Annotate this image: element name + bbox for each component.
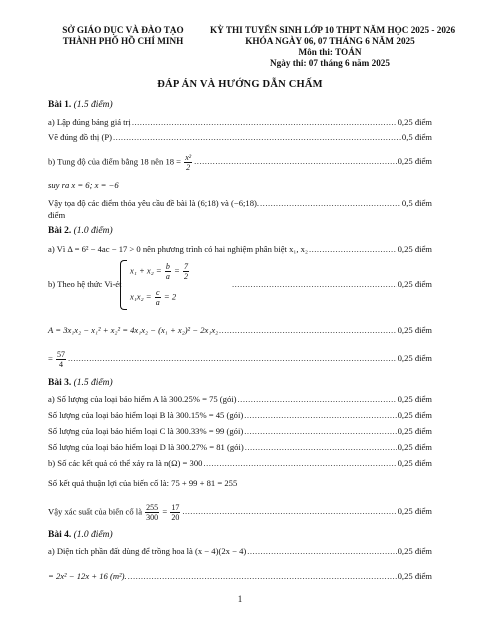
- bai3-prob-fraction: [145, 503, 159, 522]
- score-label: 0,25 điểm: [397, 156, 432, 167]
- score-label: 0,25 điểm: [397, 410, 432, 420]
- bai3-b1-row: [48, 410, 432, 421]
- fraction-numerator: 7: [183, 262, 188, 271]
- sys1-fraction-2: [183, 262, 189, 281]
- bai3-a-row: [48, 394, 432, 405]
- dot-leader: [232, 279, 397, 290]
- fraction-numerator: x²: [185, 153, 192, 162]
- bai3-c1-row: [48, 426, 432, 437]
- bai2-result-row: [48, 350, 432, 369]
- sys1-text: x₁ + x₂ =: [130, 265, 162, 276]
- sys2-text: x₁x₂ =: [130, 291, 152, 302]
- bai1-draw-row: [48, 132, 432, 143]
- bai3-b1-text: Số lượng của loại bảo hiểm loại B là 300.15% = 45 (gói): [48, 410, 244, 420]
- score-label: 0,25 điểm: [397, 117, 432, 127]
- fraction-numerator: b: [165, 262, 170, 271]
- fraction-denominator: a: [165, 272, 170, 281]
- sys2-eq: = 2: [163, 291, 177, 302]
- score-label: 0,25 điểm: [397, 442, 432, 452]
- bai3-prob-text: Vậy xác suất của biến cố là: [48, 506, 143, 517]
- bai2-heading-label: Bài 2.: [48, 226, 72, 236]
- score-label: 0,25 điểm: [397, 394, 432, 404]
- sys1-fraction: [165, 262, 171, 281]
- bai4-a2-row: [48, 571, 432, 582]
- header-right-line-1: KỲ THI TUYỂN SINH LỚP 10 THPT NĂM HỌC 2025 - 2026: [210, 25, 456, 35]
- bai1-heading-label: Bài 1.: [48, 100, 72, 110]
- bai3-b-row: [48, 458, 432, 469]
- dot-leader: [68, 353, 397, 364]
- bai1-draw-text: Vẽ đúng đồ thị (P): [48, 132, 112, 142]
- bai3-points: (1.5 điểm): [73, 378, 113, 388]
- fraction-denominator: 300: [146, 513, 159, 522]
- dot-leader: [244, 426, 396, 437]
- fraction-denominator: 2: [183, 272, 188, 281]
- bai4-heading: [48, 530, 113, 540]
- bai4-a2-text: = 2x² − 12x + 16 (m²).: [48, 571, 127, 581]
- bai3-prob-row: [48, 503, 432, 522]
- dot-leader: [132, 117, 397, 128]
- header-left: [48, 25, 198, 47]
- dot-leader: [113, 132, 401, 143]
- bai1-a-text: a) Lập đúng bảng giá trị: [48, 117, 131, 127]
- bai2-b-row: [48, 279, 432, 290]
- bai2-sys-line-1: [130, 262, 190, 281]
- sys2-fraction: [155, 288, 161, 307]
- score-label: 0,25 điểm: [397, 571, 432, 581]
- score-label: 0,25 điểm: [397, 506, 432, 517]
- bai1-suy-text: suy ra x = 6; x = −6: [48, 180, 119, 190]
- score-label: 0,5 điểm: [401, 198, 432, 208]
- fraction-denominator: 2: [186, 163, 191, 172]
- page-number: 1: [237, 594, 243, 604]
- bai2-A-text: A = 3x₁x₂ − x₁² + x₂² = 4x₁x₂ − (x₁ + x₂)² − 2x₁x₂: [48, 325, 219, 335]
- bai2-points: (1.0 điểm): [73, 226, 113, 236]
- bai1-vay-row: [48, 198, 432, 209]
- bai2-result-eq: =: [48, 353, 53, 364]
- score-label: 0,25 điểm: [397, 279, 432, 289]
- fraction-numerator: c: [155, 288, 160, 297]
- bai1-b-fraction: [184, 153, 192, 172]
- header-right: [210, 25, 456, 69]
- dot-leader: [244, 410, 396, 421]
- bai1-points: (1.5 điểm): [73, 100, 113, 110]
- bai1-b-row: [48, 153, 432, 172]
- bai3-a-text: a) Số lượng của loại bảo hiểm A là 300.25% = 75 (gói): [48, 394, 237, 404]
- bai3-fav-text: Số kết quả thuận lợi của biến cố là: 75 + 99 + 81 = 255: [48, 478, 238, 488]
- dot-leader: [245, 442, 397, 453]
- fraction-numerator: 17: [171, 503, 180, 512]
- bai3-prob-eq: =: [162, 506, 168, 517]
- bai3-heading-label: Bài 3.: [48, 378, 72, 388]
- document-title: ĐÁP ÁN VÀ HƯỚNG DẪN CHẤM: [157, 79, 323, 90]
- header-left-line-2: THÀNH PHỐ HỒ CHÍ MINH: [62, 36, 184, 46]
- dot-leader: [182, 506, 396, 517]
- dot-leader: [238, 394, 397, 405]
- dot-leader: [309, 244, 397, 255]
- bai4-points: (1.0 điểm): [73, 530, 113, 540]
- bai3-c1-text: Số lượng của loại bảo hiểm loại C là 300.33% = 99 (gói): [48, 426, 244, 436]
- bai3-prob-fraction-2: [170, 503, 180, 522]
- bai2-sys-line-2: [130, 288, 176, 307]
- bai1-heading: [48, 100, 113, 110]
- sys1-eq: =: [173, 265, 180, 276]
- score-label: 0,25 điểm: [397, 325, 432, 335]
- dot-leader: [247, 546, 396, 557]
- dot-leader: [128, 571, 397, 582]
- fraction-numerator: 255: [146, 503, 159, 512]
- bai2-result-fraction: [56, 350, 66, 369]
- dot-leader: [219, 325, 396, 336]
- bai1-vay-tail: điểm: [48, 210, 66, 220]
- bai2-b-text: b) Theo hệ thức Vi-ét: [48, 279, 122, 289]
- fraction-denominator: 4: [59, 360, 64, 369]
- bai4-a-row: [48, 546, 432, 557]
- bai2-A-row: [48, 325, 432, 336]
- bai4-heading-label: Bài 4.: [48, 530, 72, 540]
- bai1-b-text: b) Tung độ của điểm bằng 18 nên 18 =: [48, 156, 182, 167]
- bai4-a-text: a) Diện tích phần đất dùng để trồng hoa là (x − 4)(2x − 4): [48, 546, 247, 556]
- bai2-heading: [48, 226, 113, 236]
- bai3-d1-row: [48, 442, 432, 453]
- score-label: 0,5 điểm: [401, 132, 432, 142]
- score-label: 0,25 điểm: [397, 546, 432, 556]
- score-label: 0,25 điểm: [397, 458, 432, 468]
- bai3-heading: [48, 378, 113, 388]
- header-right-line-2: KHÓA NGÀY 06, 07 THÁNG 6 NĂM 2025: [245, 36, 415, 46]
- score-label: 0,25 điểm: [397, 353, 432, 364]
- bai1-a-row: [48, 117, 432, 128]
- dot-leader: [260, 198, 401, 209]
- system-brace: [120, 260, 127, 310]
- bai2-a-text: a) Vì Δ = 6² − 4ac − 17 > 0 nên phương trình có hai nghiệm phân biệt x₁, x₂: [48, 244, 308, 254]
- bai1-vay-text: Vậy tọa độ các điểm thỏa yêu cầu đề bài là (6;18) và (−6;18).: [48, 198, 260, 208]
- dot-leader: [203, 458, 396, 469]
- score-label: 0,25 điểm: [397, 244, 432, 254]
- score-label: 0,25 điểm: [397, 426, 432, 436]
- fraction-numerator: 57: [57, 350, 66, 359]
- header-left-line-1: SỞ GIÁO DỤC VÀ ĐÀO TẠO: [62, 25, 184, 35]
- header-right-line-3: Môn thi: TOÁN: [298, 47, 362, 57]
- bai3-d1-text: Số lượng của loại bảo hiểm loại D là 300.27% = 81 (gói): [48, 442, 244, 452]
- fraction-denominator: 20: [171, 513, 180, 522]
- bai3-b-text: b) Số các kết quả có thể xảy ra là n(Ω) = 300: [48, 458, 203, 468]
- header-right-line-4: Ngày thi: 07 tháng 6 năm 2025: [270, 58, 390, 68]
- fraction-denominator: a: [155, 298, 160, 307]
- bai2-vieta-block: [48, 260, 432, 310]
- bai2-a-row: [48, 244, 432, 255]
- dot-leader: [194, 156, 396, 167]
